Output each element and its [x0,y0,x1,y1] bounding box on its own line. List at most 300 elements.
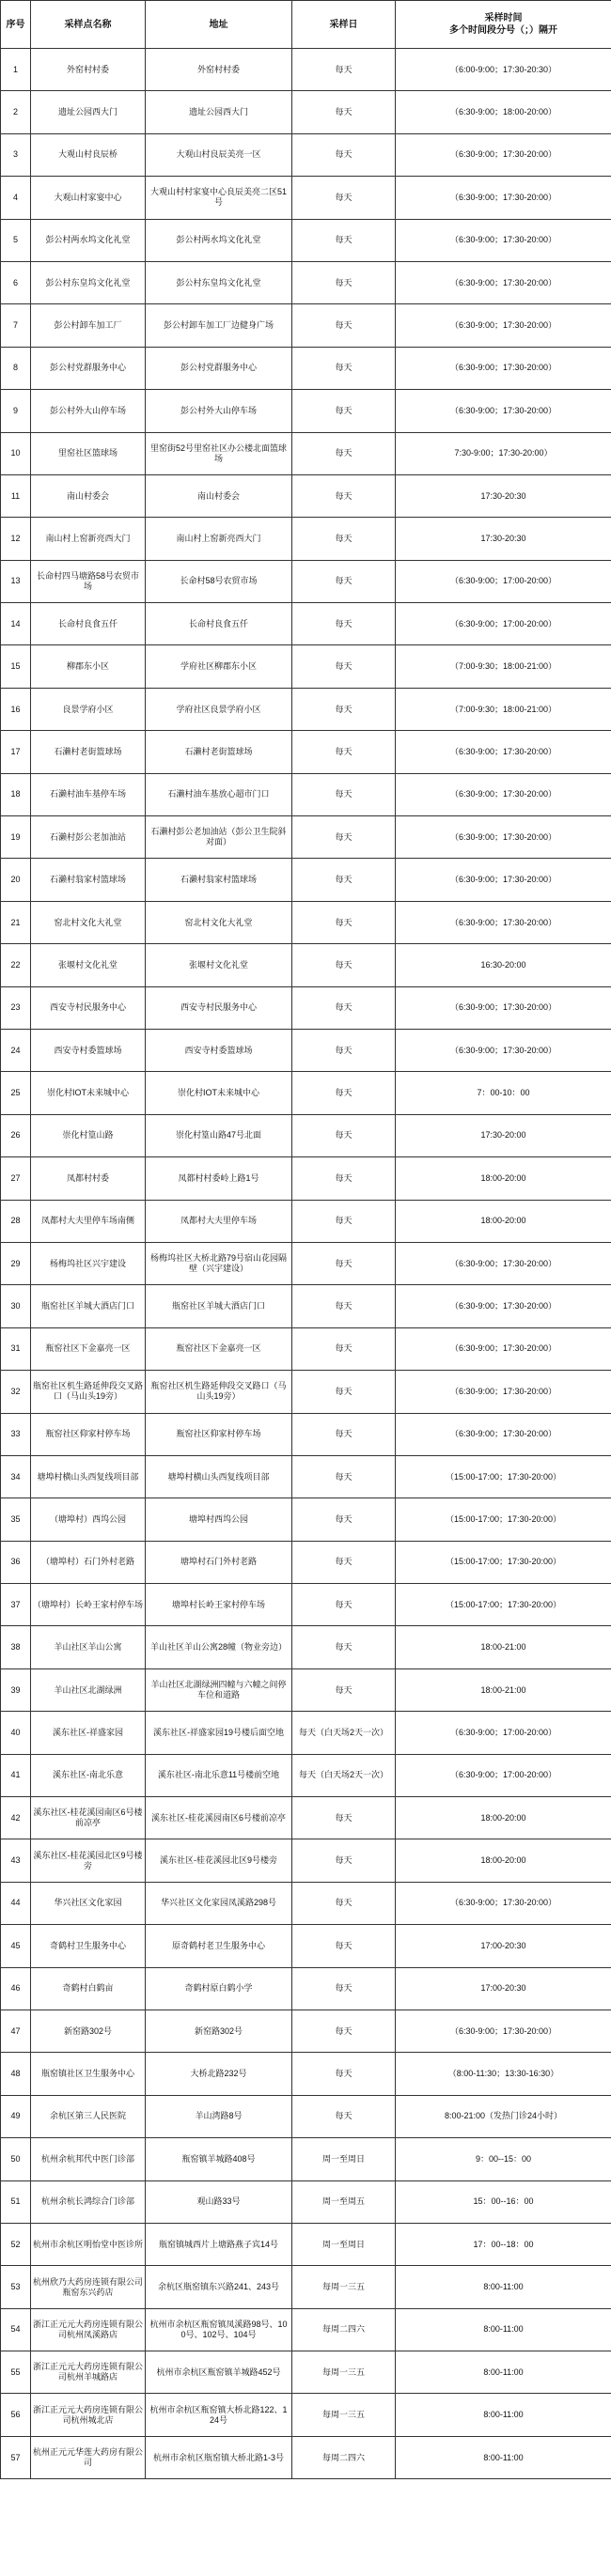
cell-address: 彭公村外大山停车场 [146,390,292,432]
cell-time: （6:30-9:00；17:30-20:00） [396,2010,611,2052]
cell-no: 29 [1,1242,31,1284]
cell-time: 18:00-21:00 [396,1626,611,1668]
cell-time: 18:00-20:00 [396,1839,611,1882]
cell-site: 良景学府小区 [31,688,146,730]
cell-address: 石濑村翁家村篮球场 [146,859,292,901]
cell-address: 羊山湾路8号 [146,2095,292,2137]
cell-day: 每天 [292,1242,396,1284]
cell-time: （6:30-9:00；17:30-20:00） [396,133,611,176]
cell-site: 溪东社区-桂花溪园北区9号楼旁 [31,1839,146,1882]
cell-day: 每天 [292,560,396,602]
table-row [1,986,611,1029]
cell-site: 杭州余杭邦代中医门诊部 [31,2138,146,2180]
table-row [1,688,611,730]
cell-address: 溪东社区-桂花溪园南区6号楼前凉亭 [146,1797,292,1839]
cell-no: 51 [1,2180,31,2223]
cell-time: （6:30-9:00；17:30-20:00） [396,347,611,389]
cell-time: （6:30-9:00；17:30-20:00） [396,177,611,219]
cell-address: 石濑村老街篮球场 [146,731,292,773]
cell-time: （7:00-9:30；18:00-21:00） [396,645,611,688]
cell-site: （塘埠村）西坞公园 [31,1498,146,1541]
cell-no: 41 [1,1754,31,1796]
table-row [1,1541,611,1583]
table-row [1,49,611,91]
cell-day: 每天 [292,133,396,176]
cell-day: 每天 [292,2053,396,2095]
cell-time: （6:30-9:00；17:00-20:00） [396,603,611,645]
cell-time: （6:00-9:00；17:30-20:30） [396,49,611,91]
cell-time: 18:00-20:00 [396,1157,611,1200]
cell-time: （6:30-9:00；17:30-20:00） [396,1242,611,1284]
cell-time: 8:00-11:00 [396,2351,611,2394]
cell-no: 16 [1,688,31,730]
cell-site: 崇化村IOT未来城中心 [31,1072,146,1114]
cell-address: 羊山社区北湖绿洲四幢与六幢之间停车位和道路 [146,1668,292,1711]
cell-address: 观山路33号 [146,2180,292,2223]
cell-day: 每天 [292,1584,396,1626]
cell-no: 27 [1,1157,31,1200]
cell-site: 新窑路302号 [31,2010,146,2052]
cell-no: 49 [1,2095,31,2137]
cell-time: 17:30-20:30 [396,518,611,560]
table-row [1,773,611,815]
cell-time: （6:30-9:00；17:30-20:00） [396,304,611,347]
cell-address: 塘埠村西坞公园 [146,1498,292,1541]
cell-day: 每天 [292,645,396,688]
cell-time: （6:30-9:00；17:30-20:00） [396,1882,611,1924]
cell-site: 彭公村两水坞文化礼堂 [31,219,146,261]
cell-address: 南山村委会 [146,474,292,517]
cell-day: 每天 [292,1114,396,1156]
cell-address: 杭州市余杭区瓶窑镇羊城路452号 [146,2351,292,2394]
cell-no: 48 [1,2053,31,2095]
cell-time: （6:30-9:00；17:30-20:00） [396,901,611,943]
cell-day: 每天 [292,1285,396,1327]
cell-site: 大观山村家宴中心 [31,177,146,219]
cell-time: （6:30-9:00；18:00-20:00） [396,91,611,133]
table-row [1,560,611,602]
cell-day: 每天 [292,432,396,474]
cell-site: 南山村委会 [31,474,146,517]
cell-site: 大观山村良辰桥 [31,133,146,176]
cell-time: （6:30-9:00；17:30-20:00） [396,816,611,859]
cell-day: 每天 [292,731,396,773]
table-row [1,1114,611,1156]
table-row [1,1327,611,1370]
cell-site: 凤都村大夫里停车场南侧 [31,1200,146,1242]
cell-day: 每天 [292,1157,396,1200]
cell-no: 37 [1,1584,31,1626]
cell-site: 杭州市余杭区明怡堂中医诊所 [31,2223,146,2265]
cell-day: 每天 [292,1455,396,1497]
cell-day: 每天 [292,1967,396,2010]
cell-time: （6:30-9:00；17:30-20:00） [396,1371,611,1413]
cell-site: （塘埠村）石门外村老路 [31,1541,146,1583]
cell-address: 羊山社区羊山公寓28幢（物业旁边） [146,1626,292,1668]
header-no: 序号 [1,1,31,49]
cell-site: 石濑村老街篮球场 [31,731,146,773]
header-day: 采样日 [292,1,396,49]
cell-time: （6:30-9:00；17:30-20:00） [396,859,611,901]
cell-no: 28 [1,1200,31,1242]
cell-day: 每天 [292,1668,396,1711]
cell-no: 33 [1,1413,31,1455]
cell-time: 17：00--18：00 [396,2223,611,2265]
cell-no: 5 [1,219,31,261]
header-row [1,1,611,49]
cell-address: 新窑路302号 [146,2010,292,2052]
cell-address: 瓶窑社区仰家村停车场 [146,1413,292,1455]
cell-day: 每天 [292,518,396,560]
cell-no: 26 [1,1114,31,1156]
cell-site: 瓶窑社区下金嘉亮一区 [31,1327,146,1370]
cell-day: 每周二四六 [292,2436,396,2478]
cell-time: 17:00-20:30 [396,1925,611,1967]
cell-time: 8:00-11:00 [396,2436,611,2478]
cell-day: 周一至周五 [292,2180,396,2223]
cell-time: （6:30-9:00；17:30-20:00） [396,219,611,261]
cell-address: 奇鹤村原白鹤小学 [146,1967,292,2010]
cell-day: 每周二四六 [292,2308,396,2351]
cell-time: 17:00-20:30 [396,1967,611,2010]
cell-address: 崇化村篁山路47号北面 [146,1114,292,1156]
table-row [1,1839,611,1882]
cell-address: 彭公村两水坞文化礼堂 [146,219,292,261]
table-row [1,1200,611,1242]
cell-site: 瓶窑社区仰家村停车场 [31,1413,146,1455]
cell-time: （6:30-9:00；17:00-20:00） [396,1754,611,1796]
cell-day: 每天 [292,261,396,303]
cell-no: 45 [1,1925,31,1967]
cell-no: 4 [1,177,31,219]
cell-address: 西安寺村委篮球场 [146,1029,292,1071]
cell-address: 石濑村彭公老加油站（彭公卫生院斜对面） [146,816,292,859]
cell-day: 每天 [292,986,396,1029]
cell-no: 3 [1,133,31,176]
cell-time: （6:30-9:00；17:00-20:00） [396,1712,611,1754]
table-row [1,1967,611,2010]
cell-time: （15:00-17:00；17:30-20:00） [396,1541,611,1583]
cell-address: 原奇鹤村老卫生服务中心 [146,1925,292,1967]
cell-site: 彭公村党群服务中心 [31,347,146,389]
cell-site: 溪东社区-祥盛家园 [31,1712,146,1754]
table-row [1,2308,611,2351]
cell-address: 溪东社区-南北乐意11号楼前空地 [146,1754,292,1796]
table-row [1,304,611,347]
cell-no: 10 [1,432,31,474]
cell-time: （6:30-9:00；17:30-20:00） [396,1285,611,1327]
cell-address: 溪东社区-祥盛家园19号楼后面空地 [146,1712,292,1754]
cell-day: 每天 [292,177,396,219]
cell-site: 奇鹤村白鹤亩 [31,1967,146,2010]
cell-no: 42 [1,1797,31,1839]
cell-time: 18:00-21:00 [396,1668,611,1711]
cell-no: 20 [1,859,31,901]
cell-day: 每天 [292,49,396,91]
cell-no: 14 [1,603,31,645]
cell-address: 大桥北路232号 [146,2053,292,2095]
cell-address: 余杭区瓶窑镇东兴路241、243号 [146,2266,292,2308]
cell-day: 每天（白天场2天一次） [292,1754,396,1796]
cell-no: 50 [1,2138,31,2180]
cell-time: （6:30-9:00；17:30-20:00） [396,986,611,1029]
table-row [1,2053,611,2095]
cell-address: 长命村58号农贸市场 [146,560,292,602]
cell-address: 瓶窑社区羊城大酒店门口 [146,1285,292,1327]
table-row [1,1882,611,1924]
cell-site: 浙江正元元大药房连锁有限公司杭州城北店 [31,2394,146,2436]
header-time-line1: 采样时间 [484,13,523,23]
cell-address: 溪东社区-桂花溪园北区9号楼旁 [146,1839,292,1882]
table-row [1,2266,611,2308]
cell-day: 每天 [292,1797,396,1839]
table-row [1,177,611,219]
table-row [1,645,611,688]
cell-site: 奇鹤村卫生服务中心 [31,1925,146,1967]
cell-site: 彭公村东皇坞文化礼堂 [31,261,146,303]
table-row [1,347,611,389]
cell-site: 长命村四马塘路58号农贸市场 [31,560,146,602]
cell-site: 羊山社区北湖绿洲 [31,1668,146,1711]
cell-no: 52 [1,2223,31,2265]
cell-day: 每天 [292,390,396,432]
cell-no: 12 [1,518,31,560]
cell-site: 石濑村翁家村篮球场 [31,859,146,901]
cell-site: 里窑社区篮球场 [31,432,146,474]
table-row [1,1285,611,1327]
cell-time: （6:30-9:00；17:00-20:00） [396,560,611,602]
table-row [1,1371,611,1413]
cell-no: 32 [1,1371,31,1413]
cell-day: 每天 [292,304,396,347]
table-row [1,2436,611,2478]
table-row [1,2180,611,2223]
cell-no: 13 [1,560,31,602]
cell-no: 18 [1,773,31,815]
cell-site: 外窑村村委 [31,49,146,91]
table-row [1,944,611,986]
cell-time: （8:00-11:30；13:30-16:30） [396,2053,611,2095]
table-header [1,1,611,49]
table-row [1,859,611,901]
cell-time: （15:00-17:00；17:30-20:00） [396,1584,611,1626]
cell-time: 18:00-20:00 [396,1200,611,1242]
cell-time: 7:30-9:00；17:30-20:00） [396,432,611,474]
cell-day: 每周一三五 [292,2351,396,2394]
cell-time: 16:30-20:00 [396,944,611,986]
cell-day: 每天 [292,1029,396,1071]
cell-day: 每天 [292,91,396,133]
cell-address: 瓶窑镇城西片上塘路燕子宾14号 [146,2223,292,2265]
table-row [1,1626,611,1668]
cell-no: 54 [1,2308,31,2351]
table-row [1,432,611,474]
cell-address: 西安寺村民服务中心 [146,986,292,1029]
table-row [1,1498,611,1541]
cell-no: 44 [1,1882,31,1924]
cell-address: 里窑街52号里窑社区办公楼北面篮球场 [146,432,292,474]
cell-day: 每天 [292,773,396,815]
cell-no: 22 [1,944,31,986]
cell-address: 彭公村东皇坞文化礼堂 [146,261,292,303]
cell-day: 每天 [292,2010,396,2052]
cell-no: 30 [1,1285,31,1327]
table-body [1,49,611,2479]
cell-no: 24 [1,1029,31,1071]
cell-address: 凤都村村委岭上路1号 [146,1157,292,1200]
cell-site: 溪东社区-南北乐意 [31,1754,146,1796]
cell-day: 每天 [292,1626,396,1668]
table-row [1,1754,611,1796]
cell-day: 每天 [292,1371,396,1413]
cell-address: 遗址公园西大门 [146,91,292,133]
cell-time: 18:00-20:00 [396,1797,611,1839]
cell-time: （15:00-17:00；17:30-20:00） [396,1498,611,1541]
cell-address: 石濑村油车基放心超市门口 [146,773,292,815]
table-row [1,1413,611,1455]
cell-site: 羊山社区羊山公寓 [31,1626,146,1668]
cell-site: 浙江正元元大药房连锁有限公司杭州凤溪路店 [31,2308,146,2351]
table-row [1,1584,611,1626]
table-row [1,603,611,645]
cell-site: 彭公村卸车加工厂 [31,304,146,347]
cell-day: 每天 [292,901,396,943]
cell-address: 学府社区良景学府小区 [146,688,292,730]
cell-address: 彭公村党群服务中心 [146,347,292,389]
cell-time: 8:00-11:00 [396,2394,611,2436]
table-row [1,1712,611,1754]
cell-no: 55 [1,2351,31,2394]
table-row [1,901,611,943]
cell-site: 西安寺村委篮球场 [31,1029,146,1071]
cell-address: 凤都村大夫里停车场 [146,1200,292,1242]
cell-no: 8 [1,347,31,389]
cell-day: 每周一三五 [292,2394,396,2436]
cell-address: 南山村上窑新亮西大门 [146,518,292,560]
cell-site: 杭州余杭长鸿综合门诊部 [31,2180,146,2223]
cell-address: 长命村良食五仟 [146,603,292,645]
cell-address: 瓶窑社区机生路延伸段交叉路口（马山头19旁） [146,1371,292,1413]
cell-address: 塘埠村横山头西复线项目部 [146,1455,292,1497]
cell-no: 56 [1,2394,31,2436]
cell-time: （6:30-9:00；17:30-20:00） [396,1413,611,1455]
cell-day: 每天 [292,603,396,645]
cell-address: 杭州市余杭区瓶窑镇凤溪路98号、100号、102号、104号 [146,2308,292,2351]
table-row [1,219,611,261]
cell-time: （6:30-9:00；17:30-20:00） [396,1327,611,1370]
cell-day: 每天 [292,944,396,986]
header-address: 地址 [146,1,292,49]
cell-day: 每天 [292,1839,396,1882]
cell-no: 40 [1,1712,31,1754]
cell-site: 杭州欣乃大药房连锁有限公司瓶窑东兴药店 [31,2266,146,2308]
cell-address: 杭州市余杭区瓶窑镇大桥北路1-3号 [146,2436,292,2478]
cell-no: 36 [1,1541,31,1583]
table-row [1,816,611,859]
cell-address: 杨梅坞社区大桥北路79号宿山花园隔壁（兴宇建设） [146,1242,292,1284]
cell-time: （7:00-9:30；18:00-21:00） [396,688,611,730]
cell-site: 遗址公园西大门 [31,91,146,133]
cell-no: 6 [1,261,31,303]
cell-site: 瓶窑镇社区卫生服务中心 [31,2053,146,2095]
cell-site: 窑北村文化大礼堂 [31,901,146,943]
cell-no: 25 [1,1072,31,1114]
header-time [396,1,611,49]
cell-day: 每天 [292,1327,396,1370]
cell-day: 每周一三五 [292,2266,396,2308]
cell-address: 瓶窑镇羊城路408号 [146,2138,292,2180]
cell-address: 杭州市余杭区瓶窑镇大桥北路122、124号 [146,2394,292,2436]
table-row [1,731,611,773]
cell-no: 47 [1,2010,31,2052]
cell-day: 每天 [292,1200,396,1242]
header-time-line2: 多个时间段分号（；）隔开 [449,25,557,36]
table-row [1,1072,611,1114]
cell-day: 每天 [292,1072,396,1114]
cell-address: 张堰村文化礼堂 [146,944,292,986]
cell-address: 彭公村卸车加工厂边健身广场 [146,304,292,347]
cell-day: 每天（白天场2天一次） [292,1712,396,1754]
cell-no: 43 [1,1839,31,1882]
cell-day: 每天 [292,688,396,730]
table-row [1,2010,611,2052]
cell-day: 每天 [292,1541,396,1583]
cell-site: 余杭区第三人民医院 [31,2095,146,2137]
table-row [1,1029,611,1071]
table-row [1,2394,611,2436]
cell-no: 35 [1,1498,31,1541]
cell-day: 每天 [292,859,396,901]
table-row [1,474,611,517]
cell-no: 53 [1,2266,31,2308]
table-row [1,390,611,432]
table-row [1,1157,611,1200]
cell-no: 31 [1,1327,31,1370]
cell-no: 46 [1,1967,31,2010]
cell-time: （6:30-9:00；17:30-20:00） [396,731,611,773]
cell-address: 窑北村文化大礼堂 [146,901,292,943]
cell-day: 周一至周日 [292,2138,396,2180]
cell-day: 每天 [292,1498,396,1541]
cell-time: 7：00-10：00 [396,1072,611,1114]
cell-day: 每天 [292,474,396,517]
cell-time: 8:00-11:00 [396,2308,611,2351]
cell-time: 9：00--15：00 [396,2138,611,2180]
cell-site: 浙江正元元大药房连锁有限公司杭州羊城路店 [31,2351,146,2394]
cell-no: 15 [1,645,31,688]
cell-site: 瓶窑社区机生路延伸段交叉路口（马山头19旁） [31,1371,146,1413]
cell-site: 凤都村村委 [31,1157,146,1200]
cell-no: 9 [1,390,31,432]
cell-address: 塘埠村石门外村老路 [146,1541,292,1583]
table-row [1,1797,611,1839]
cell-site: 长命村良食五仟 [31,603,146,645]
cell-time: 17:30-20:30 [396,474,611,517]
cell-day: 每天 [292,1413,396,1455]
cell-no: 57 [1,2436,31,2478]
cell-no: 19 [1,816,31,859]
table-row [1,2351,611,2394]
cell-time: （6:30-9:00；17:30-20:00） [396,261,611,303]
table-row [1,133,611,176]
cell-no: 7 [1,304,31,347]
cell-day: 每天 [292,816,396,859]
cell-no: 23 [1,986,31,1029]
table-row [1,2138,611,2180]
cell-no: 11 [1,474,31,517]
cell-site: 南山村上窑新亮西大门 [31,518,146,560]
cell-address: 华兴社区文化家园凤溪路298号 [146,1882,292,1924]
